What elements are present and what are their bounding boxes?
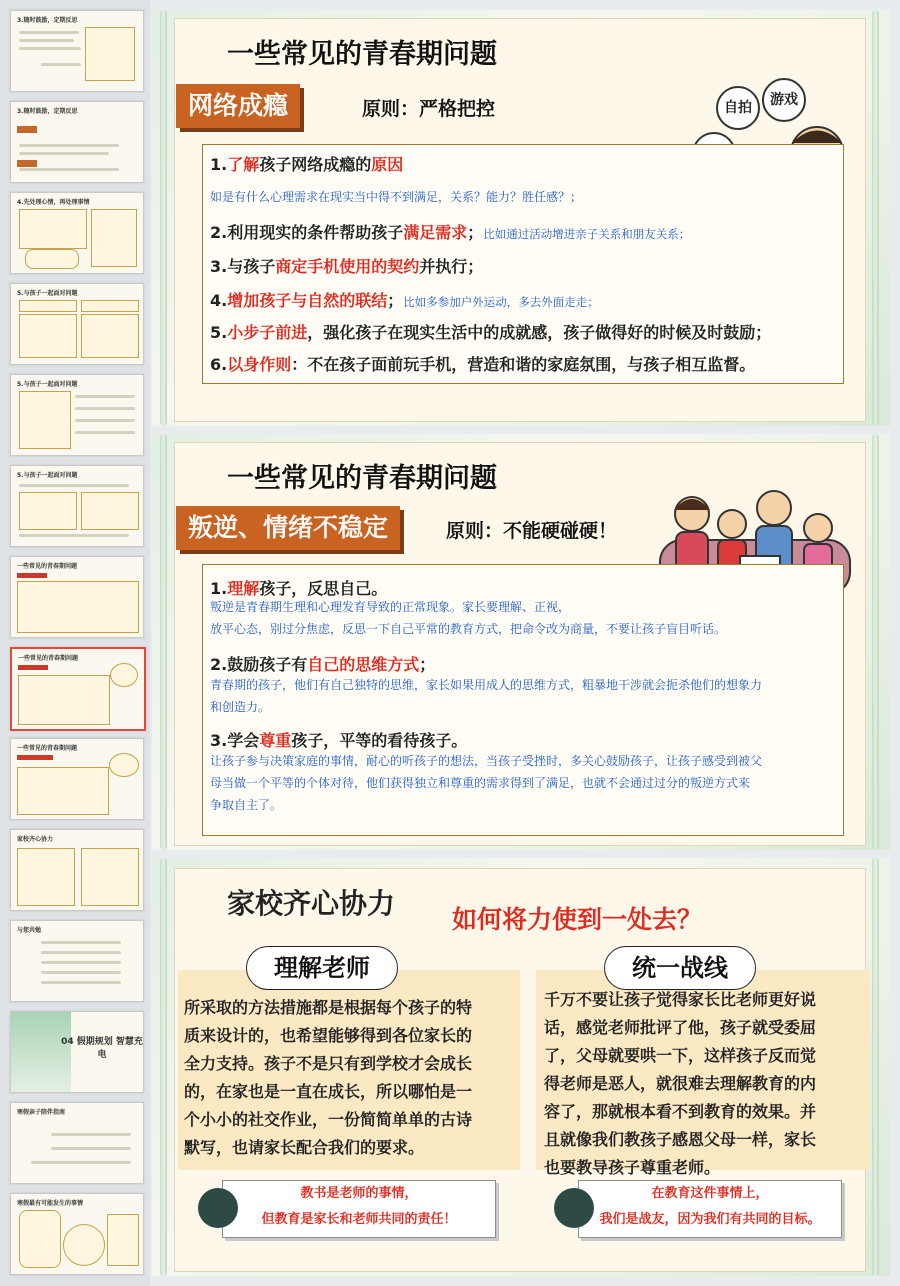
slide-title: 一些常见的青春期问题 [227, 39, 497, 70]
point-1-desc: 叛逆是青春期生理和心理发育导致的正常现象。家长要理解、正视， 放平心态，别过分焦虑，反思一下自己平常的教育方式，把命令改为商量，不要让孩子盲目听话。 [210, 600, 727, 636]
right-motto-dot [554, 1188, 594, 1228]
slide-thumbnail[interactable]: 5.与孩子一起面对问题 [10, 374, 144, 456]
principle-text: 原则：严格把控 [362, 98, 496, 120]
point-3-desc: 让孩子参与决策家庭的事情，耐心的听孩子的想法，当孩子受挫时，多关心鼓励孩子，让孩子感受到被父 母当做一个平等的个体对待，他们获得独立和尊重的需求得到了满足，也就不会通过过分的叛逆方式来 争取自主了。 [210, 754, 763, 812]
bubble-selfie: 自拍 [716, 86, 760, 130]
slide-thumbnail[interactable]: 3.随时鼓励，定期反思 [10, 101, 144, 183]
topic-tag: 网络成瘾 [176, 84, 300, 128]
slide-title: 家校齐心协力 [227, 887, 396, 920]
slide-title: 一些常见的青春期问题 [227, 463, 497, 494]
slide-thumbnail[interactable]: 家校齐心协力 [10, 829, 144, 911]
right-card-text: 千万不要让孩子觉得家长比老师更好说 话，感觉老师批评了他，孩子就受委屈 了，父母就要哄一下，这样孩子反而觉 得老师是恶人，就很难去理解教育的内 容了，那就根本看不到教育的效果。并 且就像我们教孩子感恩父母一样，家长 也要教导孩子尊重老师。 [544, 990, 817, 1177]
left-motto: 教书是老师的事情， 但教育是家长和老师共同的责任！ [222, 1180, 496, 1238]
point-2: 2.利用现实的条件帮助孩子满足需求；比如通过活动增进亲子关系和朋友关系； [210, 223, 691, 242]
slide-thumbnail[interactable]: 5.与孩子一起面对问题 [10, 465, 144, 547]
point-1: 1.了解孩子网络成瘾的原因 [210, 155, 404, 174]
question-heading: 如何将力使到一处去？ [452, 905, 703, 934]
right-motto: 在教育这件事情上， 我们是战友，因为我们有共同的目标。 [578, 1180, 842, 1238]
slide-thumbnail[interactable]: 寒假亲子陪伴指南 [10, 1102, 144, 1184]
point-2-desc: 青春期的孩子，他们有自己独特的思维，家长如果用成人的思维方式，粗暴地干涉就会扼杀他们的想象力 和创造力。 [210, 678, 763, 714]
slide-thumbnail[interactable]: 一些常见的青春期问题 [10, 738, 144, 820]
principle-text: 原则：不能硬碰硬！ [446, 520, 618, 542]
point-1-note: 如是有什么心理需求在现实当中得不到满足，关系？能力？胜任感？； [210, 190, 583, 204]
left-motto-dot [198, 1188, 238, 1228]
slide-thumbnail[interactable]: 3.随时鼓励，定期反思 [10, 10, 144, 92]
point-5: 5.小步子前进，强化孩子在现实生活中的成就感，孩子做得好的时候及时鼓励； [210, 323, 772, 342]
point-1: 1.理解孩子，反思自己。 [210, 579, 388, 598]
understand-teacher-callout: 理解老师 [246, 946, 398, 990]
slide-rebellion [152, 434, 890, 850]
slide-internet-addiction [152, 10, 890, 426]
point-4: 4.增加孩子与自然的联结；比如多参加户外运动，多去外面走走； [210, 291, 599, 310]
united-front-callout: 统一战线 [604, 946, 756, 990]
slide-thumbnail[interactable]: 一些常见的青春期问题 [10, 556, 144, 638]
slide-thumbnail-active[interactable]: 一些常见的青春期问题 [10, 647, 146, 731]
slide-thumbnail[interactable]: 寒假最有可能发生的事情 [10, 1193, 144, 1275]
point-6: 6.以身作则：不在孩子面前玩手机，营造和谐的家庭氛围，与孩子相互监督。 [210, 355, 756, 374]
point-3: 3.与孩子商定手机使用的契约并执行； [210, 257, 484, 276]
left-card-text: 所采取的方法措施都是根据每个孩子的特 质来设计的，也希望能够得到各位家长的 全力支持。孩子不是只有到学校才会成长 的，在家也是一直在成长，所以哪怕是一 个小小的社交作业，一份简简单单的古诗 默写，也请家长配合我们的要求。 [184, 998, 473, 1157]
topic-tag: 叛逆、情绪不稳定 [176, 506, 400, 550]
slide-thumbnail[interactable]: 04 假期规划 智慧充电 [10, 1011, 144, 1093]
slide-thumbnail-panel [0, 0, 150, 1286]
bubble-game: 游戏 [762, 78, 806, 122]
point-2: 2.鼓励孩子有自己的思维方式； [210, 655, 436, 674]
slide-thumbnail[interactable]: 5.与孩子一起面对问题 [10, 283, 144, 365]
slide-thumbnail[interactable]: 4.先处理心情，再处理事情 [10, 192, 144, 274]
point-3: 3.学会尊重孩子，平等的看待孩子。 [210, 731, 468, 750]
slide-thumbnail[interactable]: 与您共勉 [10, 920, 144, 1002]
slide-home-school-cooperation [152, 858, 890, 1276]
